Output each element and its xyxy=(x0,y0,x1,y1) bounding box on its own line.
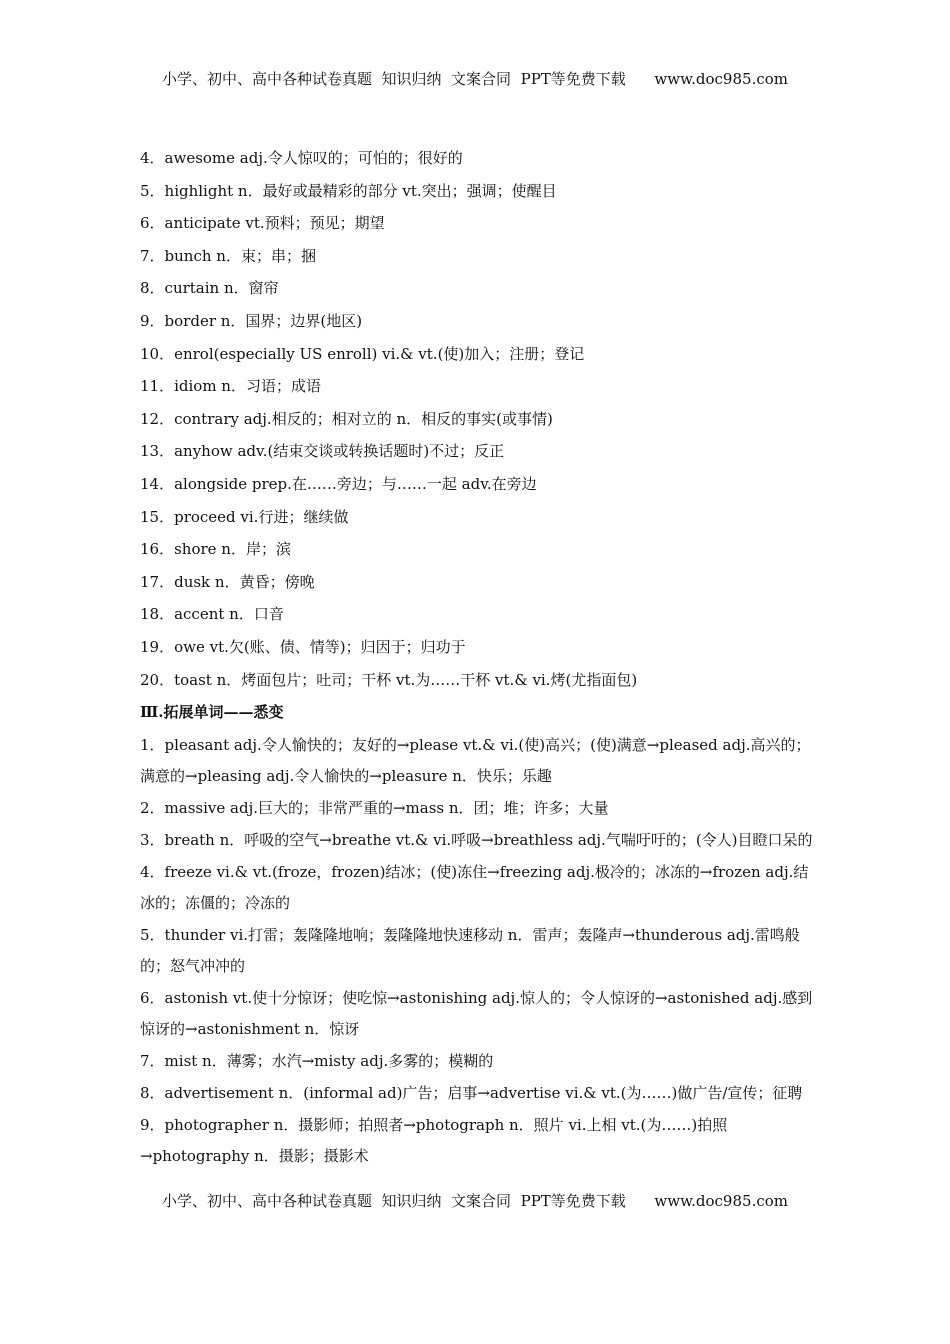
vocab-item: 12．contrary adj.相反的；相对立的 n．相反的事实(或事情) xyxy=(140,409,553,428)
vocab-item: 6．anticipate vt.预料；预见；期望 xyxy=(140,214,385,233)
vocab-item: 4．awesome adj.令人惊叹的；可怕的；很好的 xyxy=(140,149,463,167)
vocab-item: 13．anyhow adv.(结束交谈或转换话题时)不过；反正 xyxy=(140,442,505,461)
vocab-item: 9．border n．国界；边界(地区) xyxy=(140,311,363,330)
section-heading: Ⅲ.拓展单词——悉变 xyxy=(140,703,284,722)
extended-item: 5．thunder vi.打雷；轰隆隆地响；轰隆隆地快速移动 n．雷声；轰隆声→thunderous adj.雷鸣般的；怒气冲冲的 xyxy=(140,925,800,975)
extended-item: 2．massive adj.巨大的；非常严重的→mass n．团；堆；许多；大量 xyxy=(140,798,609,817)
document-body xyxy=(140,143,820,1173)
page-footer-banner: 小学、初中、高中各种试卷真题 知识归纳 文案合同 PPT等免费下载 www.doc985.com xyxy=(161,1192,788,1210)
vocab-item: 7．bunch n．束；串；捆 xyxy=(140,246,316,265)
vocab-item: 8．curtain n．窗帘 xyxy=(140,279,279,298)
extended-item: 1．pleasant adj.令人愉快的；友好的→please vt.& vi.(使)高兴；(使)满意→pleased adj.高兴的；满意的→pleasing adj.令人愉快的→pleasure n．快乐；乐趣 xyxy=(140,735,811,785)
extended-item: 3．breath n．呼吸的空气→breathe vt.& vi.呼吸→breathless adj.气喘吁吁的；(令人)目瞪口呆的 xyxy=(140,830,813,849)
vocab-item: 16．shore n．岸；滨 xyxy=(140,540,291,559)
extended-item: 6．astonish vt.使十分惊讶；使吃惊→astonishing adj.惊人的；令人惊讶的→astonished adj.感到惊讶的→astonishment n．惊讶 xyxy=(140,988,813,1038)
extended-item: 9．photographer n．摄影师；拍照者→photograph n．照片 vi.上相 vt.(为……)拍照→photography n．摄影；摄影术 xyxy=(140,1115,728,1165)
vocab-item: 19．owe vt.欠(账、债、情等)；归因于；归功于 xyxy=(140,637,466,656)
vocab-item: 10．enrol(especially US enroll) vi.& vt.(使)加入；注册；登记 xyxy=(140,344,585,363)
vocab-item: 14．alongside prep.在……旁边；与……一起 adv.在旁边 xyxy=(140,474,537,493)
vocab-item: 5．highlight n．最好或最精彩的部分 vt.突出；强调；使醒目 xyxy=(140,181,557,200)
extended-item: 7．mist n．薄雾；水汽→misty adj.多雾的；模糊的 xyxy=(140,1051,494,1070)
vocab-item: 15．proceed vi.行进；继续做 xyxy=(140,507,349,526)
extended-item: 4．freeze vi.& vt.(froze，frozen)结冰；(使)冻住→freezing adj.极冷的；冰冻的→frozen adj.结冰的；冻僵的；冷冻的 xyxy=(140,862,809,912)
vocab-item: 17．dusk n．黄昏；傍晚 xyxy=(140,572,315,591)
vocab-item: 20．toast n．烤面包片；吐司；干杯 vt.为……干杯 vt.& vi.烤(尤指面包) xyxy=(140,670,638,689)
vocab-item: 11．idiom n．习语；成语 xyxy=(140,377,321,396)
vocab-item: 18．accent n．口音 xyxy=(140,605,284,624)
extended-item: 8．advertisement n．(informal ad)广告；启事→advertise vi.& vt.(为……)做广告/宣传；征聘 xyxy=(140,1083,803,1102)
page-header-banner: 小学、初中、高中各种试卷真题 知识归纳 文案合同 PPT等免费下载 www.doc985.com xyxy=(161,70,788,88)
